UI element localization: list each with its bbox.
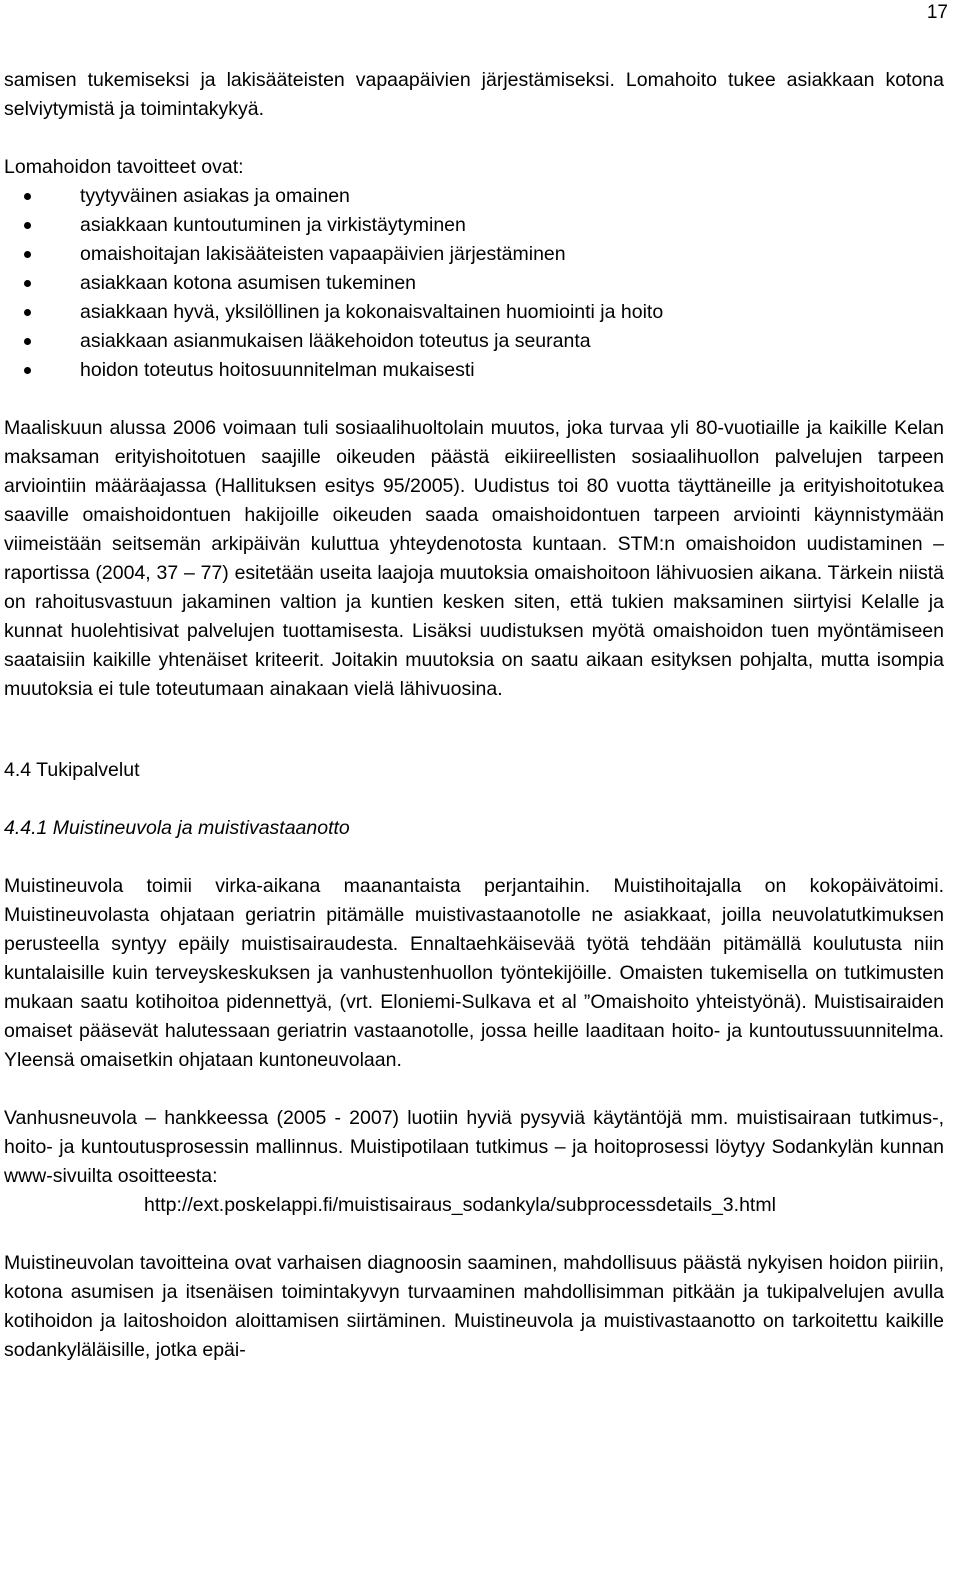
goal-item: asiakkaan asianmukaisen lääkehoidon toteutus ja seuranta [4, 327, 944, 356]
page-body [4, 66, 944, 1365]
page-number: 17 [926, 2, 948, 23]
goal-item: hoidon toteutus hoitosuunnitelman mukaisesti [4, 356, 944, 385]
section-heading: 4.4 Tukipalvelut [4, 759, 140, 781]
goal-item: asiakkaan kotona asumisen tukeminen [4, 269, 944, 298]
law-paragraph: Maaliskuun alussa 2006 voimaan tuli sosiaalihuoltolain muutos, joka turvaa yli 80-vuotiaille ja kaikille Kelan maksaman erityishoitotuen saajille oikeuden päästä eikiireellisten sosiaalihuollon palvelujen tarpeen arviointiin määräajassa (Hallituksen esitys 95/2005). Uudistus toi 80 vuotta täyttäneille ja erityishoitotukea saaville omaishoidontuen hakijoille oikeuden saada omaishoidontuen tarpeen arviointi käynnistymään viimeistään seitsemän arkipäivän kuluttua yhteydenotosta kuntaan. STM:n omaishoidon uudistaminen – raportissa (2004, 37 – 77) esitetään useita laajoja muutoksia omaishoitoon lähivuosien aikana. Tärkein niistä on rahoitusvastuun jakaminen valtion ja kuntien kesken siten, että tukien maksaminen siirtyisi Kelalle ja kunnat huolehtisivat palvelujen tuottamisesta. Lisäksi uudistuksen myötä omaishoidon tuen myöntämiseen saataisiin kaikille yhtenäiset kriteerit. Joitakin muutoksia on saatu aikaan esityksen pohjalta, mutta isompia muutoksia ei tule toteutumaan ainakaan vielä lähivuosina. [4, 417, 944, 700]
goals-heading: Lomahoidon tavoitteet ovat: [4, 156, 244, 178]
goal-item: tyytyväinen asiakas ja omainen [4, 182, 944, 211]
goal-item: asiakkaan hyvä, yksilöllinen ja kokonaisvaltainen huomiointi ja hoito [4, 298, 944, 327]
goal-item: asiakkaan kuntoutuminen ja virkistäytyminen [4, 211, 944, 240]
goal-item: omaishoitajan lakisääteisten vapaapäivien järjestäminen [4, 240, 944, 269]
intro-paragraph: samisen tukemiseksi ja lakisääteisten vapaapäivien järjestämiseksi. Lomahoito tukee asiakkaan kotona selviytymistä ja toimintakykyä. [4, 69, 944, 120]
project-paragraph: Vanhusneuvola – hankkeessa (2005 - 2007) luotiin hyviä pysyviä käytäntöjä mm. muistisairaan tutkimus-, hoito- ja kuntoutusprosessin mallinnus. Muistipotilaan tutkimus – ja hoitoprosessi löytyy Sodankylän kunnan www-sivuilta osoitteesta: [4, 1107, 944, 1187]
goals-list [4, 182, 944, 385]
clinic-paragraph: Muistineuvola toimii virka-aikana maanantaista perjantaihin. Muistihoitajalla on kokopäivätoimi. Muistineuvolasta ohjataan geriatrin pitämälle muistivastaanotolle ne asiakkaat, joilla neuvolatutkimuksen perusteella syntyy epäily muistisairaudesta. Ennaltaehkäisevää työtä tehdään pitämällä koulutusta niin kuntalaisille kuin terveyskeskuksen ja vanhustenhuollon työntekijöille. Omaisten tukemisella on tutkimusten mukaan saatu kotihoitoa pidennettyä, (vrt. Eloniemi-Sulkava et al ”Omaishoito yhteistyönä). Muistisairaiden omaiset pääsevät halutessaan geriatrin vastaanotolle, jossa heille laaditaan hoito- ja kuntoutussuunnitelma. Yleensä omaisetkin ohjataan kuntoneuvolaan. [4, 875, 944, 1071]
goals-paragraph: Muistineuvolan tavoitteina ovat varhaisen diagnoosin saaminen, mahdollisuus päästä nykyisen hoidon piiriin, kotona asumisen ja itsenäisen toimintakyvyn turvaaminen mahdollisimman pitkään ja tukipalvelujen avulla kotihoidon ja laitoshoidon aloittamisen siirtäminen. Muistineuvola ja muistivastaanotto on tarkoitettu kaikille sodankyläläisille, jotka epäi- [4, 1252, 944, 1361]
process-url: http://ext.poskelappi.fi/muistisairaus_sodankyla/subprocessdetails_3.html [144, 1194, 776, 1216]
subsection-heading: 4.4.1 Muistineuvola ja muistivastaanotto [4, 817, 350, 839]
